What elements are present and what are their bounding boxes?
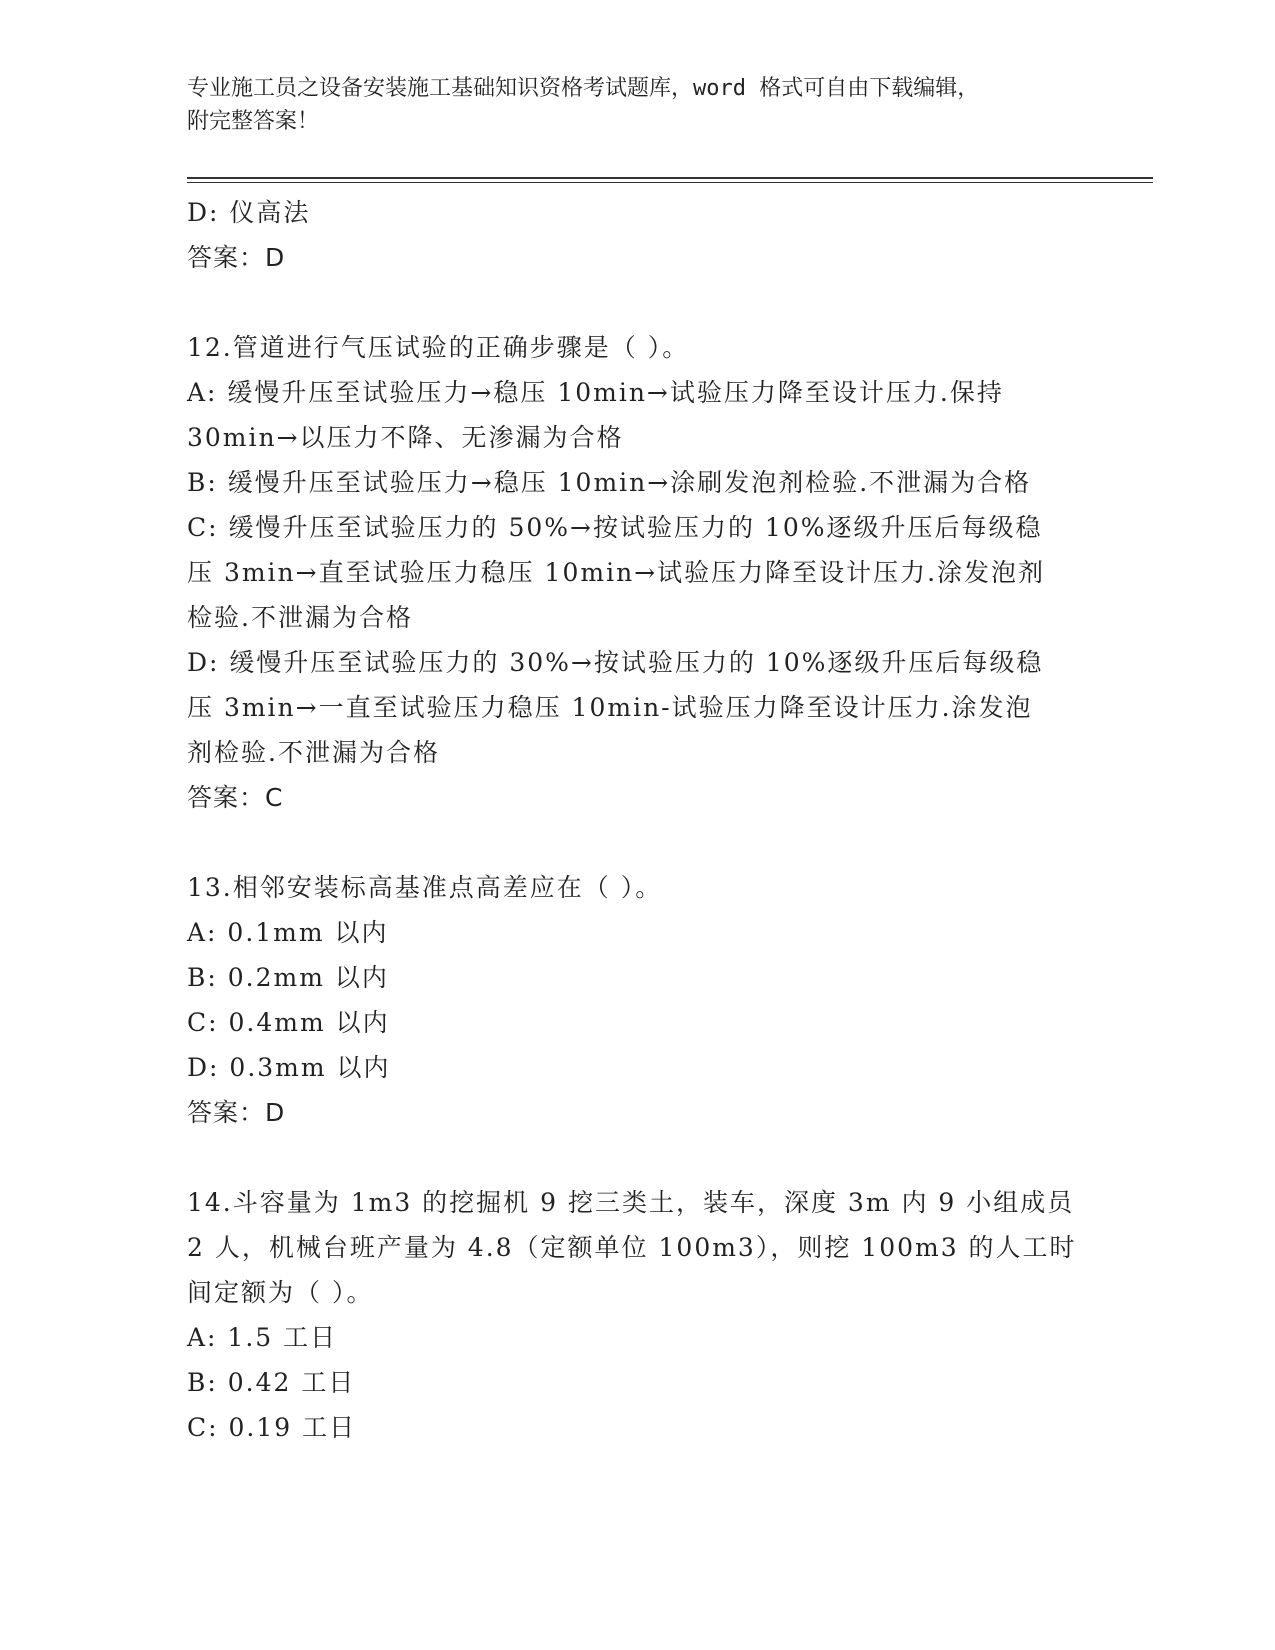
q12-option-c-line-1: C: 缓慢升压至试验压力的 50%→按试验压力的 10%逐级升压后每级稳 [187, 513, 1043, 542]
q12-option-a-line-1: A: 缓慢升压至试验压力→稳压 10min→试验压力降至设计压力.保持 [187, 378, 1004, 407]
q14-option-b: B: 0.42 工日 [187, 1368, 356, 1397]
q11-option-d: D: 仪高法 [187, 198, 311, 227]
q14-question-line-1: 14.斗容量为 1m3 的挖掘机 9 挖三类土，装车，深度 3m 内 9 小组成员 [187, 1188, 1075, 1217]
q12-option-c-line-3: 检验.不泄漏为合格 [187, 603, 413, 632]
header-line-1: 专业施工员之设备安装施工基础知识资格考试题库，word 格式可自由下载编辑， [187, 76, 980, 101]
q13-answer: 答案：D [187, 1098, 286, 1127]
q12-option-c-line-2: 压 3min→直至试验压力稳压 10min→试验压力降至设计压力.涂发泡剂 [187, 558, 1046, 587]
q14-option-a: A: 1.5 工日 [187, 1323, 338, 1352]
document-header [187, 72, 1057, 138]
question-content [187, 190, 1087, 1450]
q13-question: 13.相邻安装标高基准点高差应在（ ）。 [187, 873, 663, 902]
q12-option-a-line-2: 30min→以压力不降、无渗漏为合格 [187, 423, 624, 452]
q12-option-d-line-3: 剂检验.不泄漏为合格 [187, 738, 440, 767]
q14-option-c: C: 0.19 工日 [187, 1413, 357, 1442]
q14-question-line-2: 2 人，机械台班产量为 4.8（定额单位 100m3），则挖 100m3 的人工时 [187, 1233, 1077, 1262]
header-divider-thin [187, 182, 1153, 183]
q12-question: 12.管道进行气压试验的正确步骤是（ ）。 [187, 333, 690, 362]
q13-option-c: C: 0.4mm 以内 [187, 1008, 390, 1037]
q13-option-b: B: 0.2mm 以内 [187, 963, 389, 992]
header-divider-thick [187, 177, 1153, 179]
q12-option-d-line-1: D: 缓慢升压至试验压力的 30%→按试验压力的 10%逐级升压后每级稳 [187, 648, 1044, 677]
q13-option-d: D: 0.3mm 以内 [187, 1053, 391, 1082]
q12-option-b: B: 缓慢升压至试验压力→稳压 10min→涂刷发泡剂检验.不泄漏为合格 [187, 468, 1032, 497]
q12-answer: 答案：C [187, 783, 284, 812]
spacer [187, 280, 1087, 325]
q11-answer: 答案：D [187, 243, 286, 272]
q12-option-d-line-2: 压 3min→一直至试验压力稳压 10min-试验压力降至设计压力.涂发泡 [187, 693, 1033, 722]
q14-question-line-3: 间定额为（ ）。 [187, 1278, 374, 1307]
q13-option-a: A: 0.1mm 以内 [187, 918, 389, 947]
header-line-2: 附完整答案！ [187, 109, 320, 134]
spacer [187, 820, 1087, 865]
spacer [187, 1135, 1087, 1180]
